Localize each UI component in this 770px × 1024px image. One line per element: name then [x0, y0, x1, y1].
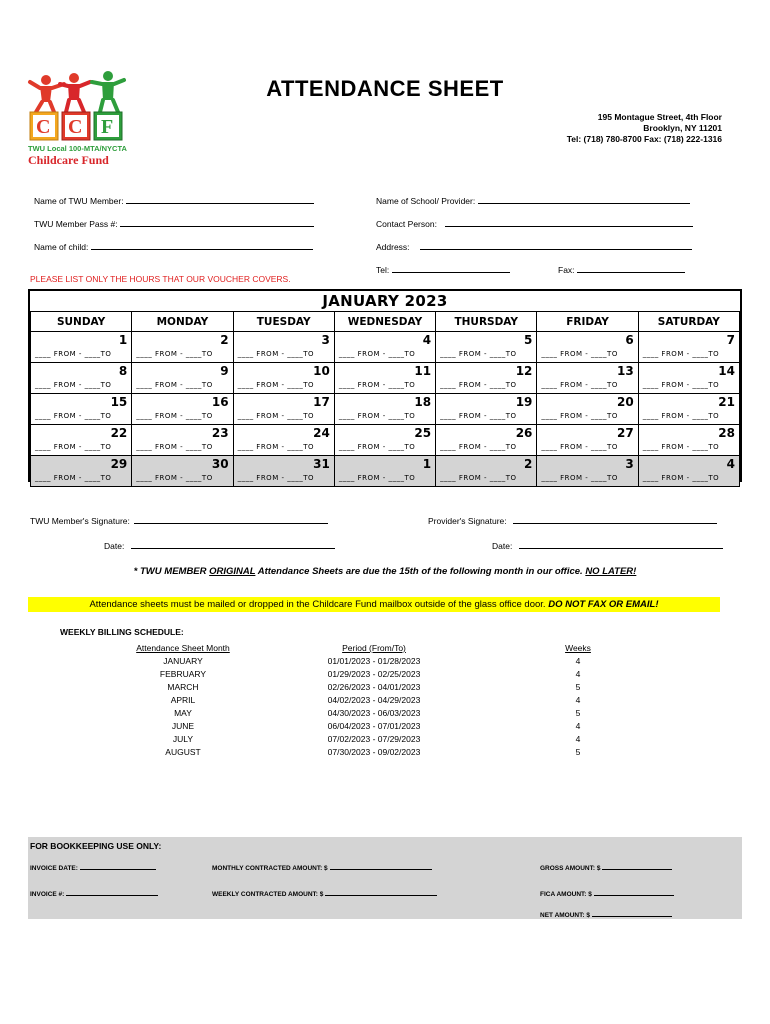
member-name-label: Name of TWU Member: [34, 196, 124, 206]
logo-letter-f: F [101, 116, 114, 138]
fica-amount-line[interactable] [594, 888, 674, 896]
from-to-entry[interactable]: ____ FROM - ____TO [136, 474, 213, 482]
from-to-entry[interactable]: ____ FROM - ____TO [237, 350, 314, 358]
schedule-weeks: 5 [575, 708, 581, 718]
calendar-day-cell[interactable] [436, 456, 537, 487]
schedule-month: FEBRUARY [159, 669, 207, 679]
day-number: 30 [211, 457, 229, 471]
calendar-day-cell[interactable] [233, 456, 334, 487]
from-to-entry[interactable]: ____ FROM - ____TO [440, 474, 517, 482]
schedule-month: JANUARY [163, 656, 203, 666]
from-to-entry[interactable]: ____ FROM - ____TO [541, 474, 618, 482]
member-date-label: Date: [104, 541, 125, 551]
pass-number-line[interactable] [120, 217, 314, 227]
day-number: 12 [515, 364, 533, 378]
calendar-week-row [31, 425, 740, 456]
address-field[interactable] [376, 240, 692, 252]
fica-amount-field[interactable] [540, 888, 674, 898]
calendar-weeks [31, 332, 740, 487]
day-number: 31 [313, 457, 330, 471]
tel-field[interactable] [376, 263, 510, 275]
day-number: 8 [118, 364, 128, 378]
from-to-entry[interactable]: ____ FROM - ____TO [35, 350, 112, 358]
day-number: 26 [515, 426, 533, 440]
provider-signature-label: Provider's Signature: [428, 516, 507, 526]
schedule-period: 06/04/2023 - 07/01/2023 [327, 721, 421, 731]
from-to-entry[interactable]: ____ FROM - ____TO [35, 474, 112, 482]
banner-text: Attendance sheets must be mailed or dropped in the Childcare Fund mailbox outside of the glass office door. [89, 599, 549, 610]
attendance-calendar [28, 289, 742, 482]
from-to-entry[interactable]: ____ FROM - ____TO [136, 350, 213, 358]
calendar-day-cell[interactable] [436, 394, 537, 425]
weekday-saturday: SATURDAY [638, 312, 739, 332]
from-to-entry[interactable]: ____ FROM - ____TO [642, 381, 720, 389]
schedule-month: MARCH [167, 682, 199, 692]
day-number: 20 [616, 395, 634, 409]
from-to-entry[interactable]: ____ FROM - ____TO [338, 412, 416, 420]
fica-amount-label: FICA AMOUNT: $ [540, 891, 592, 898]
day-number: 3 [321, 333, 330, 347]
school-label: Name of School/ Provider: [376, 196, 476, 206]
calendar-day-cell[interactable] [233, 332, 334, 363]
calendar-week-row [31, 456, 740, 487]
schedule-month: MAY [174, 708, 192, 718]
provider-signature-field[interactable] [428, 514, 717, 526]
from-to-entry[interactable]: ____ FROM - ____TO [440, 381, 517, 389]
day-number: 16 [211, 395, 229, 409]
calendar-day-cell[interactable] [132, 332, 233, 363]
from-to-entry[interactable]: ____ FROM - ____TO [338, 381, 416, 389]
due-note-nolater: NO LATER! [585, 566, 637, 577]
calendar-title: JANUARY 2023 [322, 292, 448, 310]
schedule-weeks-header: Weeks [565, 643, 591, 653]
schedule-weeks: 4 [575, 734, 581, 744]
gross-amount-label: GROSS AMOUNT: $ [540, 865, 601, 872]
calendar-day-cell[interactable] [436, 425, 537, 456]
gross-amount-line[interactable] [602, 862, 672, 870]
from-to-entry[interactable]: ____ FROM - ____TO [237, 381, 314, 389]
from-to-entry[interactable]: ____ FROM - ____TO [136, 381, 213, 389]
calendar-week-row [31, 394, 740, 425]
fax-label: Fax: [558, 265, 575, 275]
calendar-day-cell[interactable] [31, 425, 132, 456]
from-to-entry[interactable]: ____ FROM - ____TO [35, 412, 112, 420]
from-to-entry[interactable]: ____ FROM - ____TO [440, 412, 517, 420]
fax-field[interactable] [558, 263, 685, 275]
member-signature-line[interactable] [134, 514, 328, 524]
day-number: 21 [718, 395, 735, 409]
day-number: 28 [718, 426, 735, 440]
weekday-monday: MONDAY [132, 312, 233, 332]
from-to-entry[interactable]: ____ FROM - ____TO [541, 412, 618, 420]
day-number: 2 [220, 333, 229, 347]
schedule-month: APRIL [170, 695, 196, 705]
schedule-period: 02/26/2023 - 04/01/2023 [327, 682, 421, 692]
schedule-weeks: 4 [575, 656, 581, 666]
schedule-period-list [294, 655, 454, 759]
weekday-header-row [31, 312, 740, 332]
day-number: 23 [211, 426, 229, 440]
day-number: 25 [414, 426, 432, 440]
invoice-date-line[interactable] [80, 862, 156, 870]
from-to-entry[interactable]: ____ FROM - ____TO [35, 381, 112, 389]
from-to-entry[interactable]: ____ FROM - ____TO [338, 350, 416, 358]
logo-letter-c2: C [68, 116, 83, 138]
day-number: 14 [718, 364, 735, 378]
day-number: 24 [313, 426, 330, 440]
schedule-month-list [110, 655, 256, 759]
day-number: 29 [110, 457, 128, 471]
calendar-day-cell[interactable] [537, 332, 638, 363]
address-line3: Tel: (718) 780-8700 Fax: (718) 222-1316 [566, 134, 722, 144]
schedule-period: 04/02/2023 - 04/29/2023 [327, 695, 421, 705]
weekly-amount-label: WEEKLY CONTRACTED AMOUNT: $ [212, 891, 324, 898]
schedule-period: 07/02/2023 - 07/29/2023 [327, 734, 421, 744]
schedule-month-header: Attendance Sheet Month [136, 643, 230, 653]
calendar-day-cell[interactable] [132, 456, 233, 487]
calendar-day-cell[interactable] [31, 456, 132, 487]
from-to-entry[interactable]: ____ FROM - ____TO [642, 412, 720, 420]
office-address [567, 112, 722, 145]
from-to-entry[interactable]: ____ FROM - ____TO [541, 350, 618, 358]
schedule-weeks: 4 [575, 721, 581, 731]
schedule-month: AUGUST [165, 747, 201, 757]
day-number: 4 [422, 333, 432, 347]
page-title: ATTENDANCE SHEET [266, 76, 504, 101]
day-number: 1 [422, 457, 432, 471]
calendar-day-cell[interactable] [537, 394, 638, 425]
schedule-weeks: 5 [575, 682, 581, 692]
weekly-amount-field[interactable] [212, 888, 437, 898]
from-to-entry[interactable]: ____ FROM - ____TO [237, 474, 314, 482]
calendar-day-cell[interactable] [132, 363, 233, 394]
calendar-day-cell[interactable] [537, 425, 638, 456]
from-to-entry[interactable]: ____ FROM - ____TO [642, 350, 720, 358]
schedule-month: JULY [172, 734, 194, 744]
from-to-entry[interactable]: ____ FROM - ____TO [642, 474, 720, 482]
calendar-grid [30, 311, 740, 487]
schedule-period-header: Period (From/To) [342, 643, 406, 653]
schedule-weeks: 4 [575, 669, 581, 679]
day-number: 5 [524, 333, 533, 347]
day-number: 11 [414, 364, 432, 378]
calendar-day-cell[interactable] [638, 394, 739, 425]
schedule-weeks: 5 [575, 747, 581, 757]
due-note-pre: * TWU MEMBER [133, 566, 210, 577]
bookkeeping-title: FOR BOOKKEEPING USE ONLY: [30, 841, 162, 851]
contact-field[interactable] [376, 217, 693, 229]
calendar-day-cell[interactable] [638, 425, 739, 456]
schedule-weeks-column [548, 642, 608, 759]
child-name-line[interactable] [91, 240, 313, 250]
calendar-day-cell[interactable] [233, 394, 334, 425]
logo-line1: TWU Local 100-MTA/NYCTA [28, 144, 127, 153]
day-number: 7 [726, 333, 735, 347]
calendar-day-cell[interactable] [638, 363, 739, 394]
fax-line[interactable] [577, 263, 685, 273]
monthly-amount-label: MONTHLY CONTRACTED AMOUNT: $ [212, 865, 328, 872]
pass-number-field[interactable] [34, 217, 314, 229]
from-to-entry[interactable]: ____ FROM - ____TO [440, 350, 517, 358]
calendar-day-cell[interactable] [31, 394, 132, 425]
calendar-day-cell[interactable] [638, 332, 739, 363]
from-to-entry[interactable]: ____ FROM - ____TO [237, 412, 314, 420]
calendar-day-cell[interactable] [436, 332, 537, 363]
schedule-weeks-list [548, 655, 608, 759]
logo-line2: Childcare Fund [28, 153, 109, 167]
address-line1: 195 Montague Street, 4th Floor [597, 112, 722, 122]
provider-date-line[interactable] [519, 539, 723, 549]
weekday-wednesday: WEDNESDAY [334, 312, 435, 332]
mail-instructions-banner [28, 597, 720, 612]
day-number: 15 [110, 395, 128, 409]
address-line[interactable] [420, 240, 692, 250]
child-name-label: Name of child: [34, 242, 89, 252]
contact-label: Contact Person: [376, 219, 437, 229]
day-number: 18 [414, 395, 432, 409]
monthly-amount-field[interactable] [212, 862, 432, 872]
net-amount-field[interactable] [540, 909, 672, 919]
member-name-line[interactable] [126, 194, 314, 204]
from-to-entry[interactable]: ____ FROM - ____TO [541, 443, 618, 451]
calendar-week-row [31, 332, 740, 363]
day-number: 6 [625, 333, 634, 347]
calendar-day-cell[interactable] [132, 425, 233, 456]
provider-signature-line[interactable] [513, 514, 717, 524]
schedule-period: 01/01/2023 - 01/28/2023 [327, 656, 421, 666]
from-to-entry[interactable]: ____ FROM - ____TO [338, 443, 416, 451]
calendar-day-cell[interactable] [537, 363, 638, 394]
member-signature-field[interactable] [30, 514, 328, 526]
member-date-line[interactable] [131, 539, 335, 549]
provider-date-label: Date: [492, 541, 513, 551]
calendar-day-cell[interactable] [233, 425, 334, 456]
invoice-number-label: INVOICE #: [30, 891, 65, 898]
schedule-month-column [110, 642, 256, 759]
schedule-period-column [294, 642, 454, 759]
banner-emphasis: DO NOT FAX OR EMAIL! [548, 599, 659, 610]
voucher-hours-note: PLEASE LIST ONLY THE HOURS THAT OUR VOUCHER COVERS. [30, 274, 291, 284]
net-amount-label: NET AMOUNT: $ [540, 912, 590, 919]
contact-line[interactable] [445, 217, 693, 227]
school-field[interactable] [376, 194, 690, 206]
day-number: 1 [118, 333, 128, 347]
schedule-weeks: 4 [575, 695, 581, 705]
from-to-entry[interactable]: ____ FROM - ____TO [642, 443, 720, 451]
day-number: 19 [515, 395, 533, 409]
calendar-day-cell[interactable] [436, 363, 537, 394]
calendar-day-cell[interactable] [233, 363, 334, 394]
pass-number-label: TWU Member Pass #: [34, 219, 118, 229]
schedule-month: JUNE [171, 721, 195, 731]
calendar-week-row [31, 363, 740, 394]
address-line2: Brooklyn, NY 11201 [643, 123, 722, 133]
tel-label: Tel: [376, 265, 390, 275]
due-note-original: ORIGINAL [209, 566, 256, 577]
calendar-day-cell[interactable] [537, 456, 638, 487]
day-number: 2 [524, 457, 533, 471]
schedule-period: 07/30/2023 - 09/02/2023 [327, 747, 421, 757]
due-date-note [0, 566, 770, 577]
calendar-day-cell[interactable] [334, 363, 435, 394]
calendar-day-cell[interactable] [132, 394, 233, 425]
day-number: 27 [616, 426, 634, 440]
calendar-day-cell[interactable] [31, 332, 132, 363]
calendar-day-cell[interactable] [638, 456, 739, 487]
child-name-field[interactable] [34, 240, 313, 252]
calendar-day-cell[interactable] [31, 363, 132, 394]
invoice-date-field[interactable] [30, 862, 156, 872]
gross-amount-field[interactable] [540, 862, 672, 872]
from-to-entry[interactable]: ____ FROM - ____TO [541, 381, 618, 389]
logo-letter-c1: C [36, 116, 51, 138]
calendar-day-cell[interactable] [334, 456, 435, 487]
schedule-period: 01/29/2023 - 02/25/2023 [327, 669, 421, 679]
from-to-entry[interactable]: ____ FROM - ____TO [237, 443, 314, 451]
weekday-sunday: SUNDAY [31, 312, 132, 332]
schedule-period: 04/30/2023 - 06/03/2023 [327, 708, 421, 718]
weekly-amount-line[interactable] [325, 888, 437, 896]
weekday-friday: FRIDAY [537, 312, 638, 332]
net-amount-line[interactable] [592, 909, 672, 917]
schedule-heading: WEEKLY BILLING SCHEDULE: [60, 627, 184, 637]
from-to-entry[interactable]: ____ FROM - ____TO [440, 443, 517, 451]
school-line[interactable] [478, 194, 690, 204]
day-number: 4 [726, 457, 735, 471]
day-number: 9 [220, 364, 229, 378]
due-note-mid: Attendance Sheets are due the 15th of the following month in our office. [255, 566, 586, 577]
from-to-entry[interactable]: ____ FROM - ____TO [136, 443, 213, 451]
address-label: Address: [376, 242, 410, 252]
monthly-amount-line[interactable] [330, 862, 432, 870]
member-signature-label: TWU Member's Signature: [30, 516, 130, 526]
day-number: 3 [625, 457, 634, 471]
from-to-entry[interactable]: ____ FROM - ____TO [338, 474, 416, 482]
day-number: 10 [313, 364, 330, 378]
invoice-date-label: INVOICE DATE: [30, 865, 78, 872]
member-name-field[interactable] [34, 194, 314, 206]
provider-date-field[interactable] [492, 539, 723, 551]
day-number: 13 [616, 364, 634, 378]
weekday-tuesday: TUESDAY [233, 312, 334, 332]
member-date-field[interactable] [104, 539, 335, 551]
invoice-number-line[interactable] [66, 888, 158, 896]
from-to-entry[interactable]: ____ FROM - ____TO [136, 412, 213, 420]
calendar-day-cell[interactable] [334, 332, 435, 363]
invoice-number-field[interactable] [30, 888, 158, 898]
weekday-thursday: THURSDAY [436, 312, 537, 332]
bookkeeping-box [28, 837, 742, 919]
day-number: 17 [313, 395, 330, 409]
day-number: 22 [110, 426, 128, 440]
from-to-entry[interactable]: ____ FROM - ____TO [35, 443, 112, 451]
tel-line[interactable] [392, 263, 510, 273]
calendar-day-cell[interactable] [334, 425, 435, 456]
calendar-day-cell[interactable] [334, 394, 435, 425]
